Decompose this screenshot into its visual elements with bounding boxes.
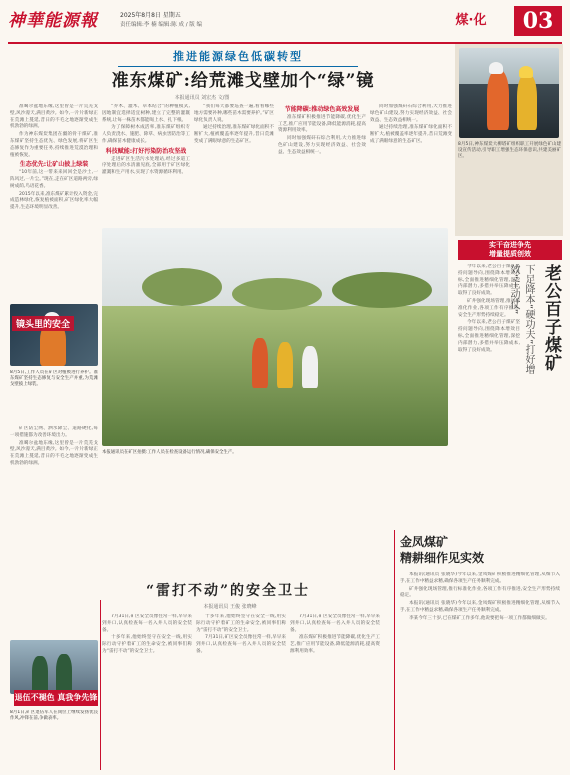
section-subhead: 节能降碳:推动绿色高效发展 [284,106,360,113]
safety-caption: 8月5日,工作人员在矿区对植被进行养护。准东煤矿坚持生态修复与安全生产并重,为荒滩戈壁披上绿装。 [10,370,98,388]
main-photo-caption: 本报通讯员在矿区拍摄:工作人员在检查设备运行情况,确保安全生产。 [102,450,237,455]
paragraph: 今年以来,老公百子煤矿坚持问题导向,围绕降本增效目标,全面推进精细化管理,深挖内部潜力,多措并举压降成本,取得了良好成效。 [458,320,520,353]
main-photo [102,228,448,446]
feature-headline: “雷打不动”的安全卫士 [145,583,311,599]
paragraph: 为了保障树木成活率,准东煤矿组织专人负责浇水、施肥、除草、病虫害防治等工作,确保苗木健康成长。 [102,125,190,144]
paragraph: “我们每天都要巡查一遍,看看哪些地方需要补种,哪些苗木需要养护。”矿区绿化负责人说。 [194,104,274,123]
main-headline: 准东煤矿:给荒滩戈壁加个“绿”镜 [111,71,375,91]
paragraph: 本报讯(通讯员 张晓华)今年以来,金凤煤矿积极推进精细化管理,从细节入手,在工作中精益求精,确保各项生产任务顺利完成。 [400,572,560,584]
section-subhead: 生态优先:让矿山披上绿装 [19,161,89,169]
right-rail-body [458,264,520,526]
paragraph: 本报讯(通讯员 张晓华)今年以来,金凤煤矿积极推进精细化管理,从细节入手,在工作中精益求精,确保各项生产任务顺利完成。 [400,601,560,613]
paragraph: 准东煤矿积极推进节能降碳,优化生产工艺,推广应用节能设备,降低能源消耗,提高资源利用效率。 [290,635,380,654]
paragraph: 通过持续治理,准东煤矿绿化面积不断扩大,植被覆盖率逐年提升,昔日荒滩变成了满眼绿意的生态矿区。 [194,125,274,144]
vertical-headline: 老公百子煤矿 [541,264,561,372]
column-divider [100,600,101,770]
paragraph: 准噶尔盆地东缘,这里曾是一片荒芜戈壁,风沙漫天,满目黄沙。如今,一片片新绿正在荒滩上蔓延,昔日的不毛之地逐渐变成生机勃勃的绿洲。 [10,104,98,130]
section-subhead: 科技赋能:打好污染防治攻坚战 [105,147,187,155]
paragraph: 十多年来,他始终坚守在安全一线,用实际行动守护着矿工的生命安全,被同事们称为“雷打不动”的安全卫士。 [102,635,192,654]
feature-column-1 [102,614,192,766]
paragraph: “乔木、灌木、草本结合”的种植模式,因地制宜选择适宜树种,建立了完整的灌溉系统,让每一株苗木都能喝上水、扎下根。 [102,104,190,123]
newspaper-logo: 神華能源報 [8,11,98,31]
veteran-photo [10,640,98,694]
article-column-3 [194,104,274,224]
paragraph: 李某今年三十岁,已在煤矿工作多年,他说要把每一项工作都做细做实。 [409,615,550,621]
vertical-subheadline: 下足降本“硬功夫”打好增效“主动仗” [508,264,534,375]
paragraph: 走进矿区生活污水处理站,经过多道工序处理后的水清澈见底,全部用于矿区绿化灌溉和生产用水,实现了水资源循环利用。 [102,156,190,176]
paragraph: 今年以来,老公百子煤矿坚持问题导向,围绕降本增效目标,全面推进精细化管理,深挖内部潜力,多措并举压降成本,取得了良好成效。 [458,264,520,297]
right-headline: 金凤煤矿 精耕细作见实效 [400,535,485,565]
paragraph: “10年前,这一带来来回回全是沙土,一阵风过,一片尘。”现在,走在矿区道路两旁,绿树成荫,鸟语花香。 [10,170,98,189]
feature-byline: 本报通讯员 王俊 张晓峰 [203,604,257,610]
photo-section-label: 镜头里的安全 [12,316,74,331]
editor-credits: 责任编辑:李 楠 编辑:陈 成 / 版 编 [120,22,203,28]
safety-photo [10,304,98,366]
worker-photo [459,48,559,138]
paragraph: 通过持续治理,准东煤矿绿化面积不断扩大,植被覆盖率逐年提升,昔日荒滩变成了满眼绿意的生态矿区。 [370,125,452,144]
feature-column-3 [290,614,380,766]
issue-date: 2025年8月8日 星期五 [120,12,181,19]
main-byline: 本报通讯员 刘宏杰 文/图 [174,95,230,101]
veteran-tag: 退伍不褪色 真我争先锋 [14,690,98,706]
paragraph: 7月31日,矿区安全员像往常一样,早早来到井口,认真检查每一名入井人员的安全装备。 [102,614,192,633]
paragraph: 十多年来,他始终坚守在安全一线,用实际行动守护着矿工的生命安全,被同事们称为“雷打不动”的安全卫士。 [196,614,286,633]
section-name: 煤·化 [455,13,487,28]
paragraph: 矿井强化现场管理,推行标准化作业,各项工作有序推进,安全生产形势持续稳定。 [400,586,560,599]
masthead [8,4,562,44]
paragraph: 7月31日,矿区安全员像往常一样,早早来到井口,认真检查每一名入井人员的安全装备。 [196,635,286,654]
paragraph: 同时加强煤矸石综合利用,大力推进绿色矿山建设,努力实现经济效益、社会效益、生态效益相统一。 [278,136,366,155]
paragraph: 2015年以来,准东煤矿累计投入资金,完成造林绿化,恢复植被面积,矿区绿化率大幅提升,生态环境明显改善。 [10,191,98,211]
right-lower-body [400,572,560,768]
paragraph: 矿井强化现场管理,推行标准化作业,各项工作有序推进,安全生产形势持续稳定。 [458,298,520,318]
page-number: 03 [514,6,562,36]
paragraph: 矿区防尘网、洒水降尘、道路硬化,每一项措施都为改善环境出力。 [10,426,98,438]
veteran-text: 8月1日,矿区退伍军人在岗位上继续发扬优良作风,冲锋在前,争做表率。 [10,710,98,722]
column-banner: 实干奋进争先 增量提质创效 [458,240,562,260]
paragraph: 作为神东煤炭集团在疆的骨干煤矿,准东煤矿坚持生态优先、绿色发展,将矿区生态修复作为重要任务,持续推进荒漠治理和植被恢复。 [10,132,98,158]
article-column-1 [10,104,98,300]
safety-body [10,426,98,556]
headline-kicker: 推进能源绿色低碳转型 [118,48,358,67]
paragraph: 7月31日,矿区安全员像往常一样,早早来到井口,认真检查每一名入井人员的安全装备。 [290,614,380,633]
right-photo-box [455,44,563,236]
paragraph: 同时加强煤矸石综合利用,大力推进绿色矿山建设,努力实现经济效益、社会效益、生态效益相统一。 [370,104,452,123]
feature-column-2 [196,614,286,766]
right-photo-caption: 8月5日,神东煤炭大柳塔矿组织职工开展绿色矿山建设宣传活动,引导职工增强生态环保意识,共建美丽矿区。 [458,142,561,160]
column-divider [394,530,395,770]
paragraph: 准东煤矿积极推进节能降碳,优化生产工艺,推广应用节能设备,降低能源消耗,提高资源利用效率。 [278,114,366,134]
paragraph: 准噶尔盆地东缘,这里曾是一片荒芜戈壁,风沙漫天,满目黄沙。如今,一片片新绿正在荒滩上蔓延,昔日的不毛之地逐渐变成生机勃勃的绿洲。 [10,440,98,466]
